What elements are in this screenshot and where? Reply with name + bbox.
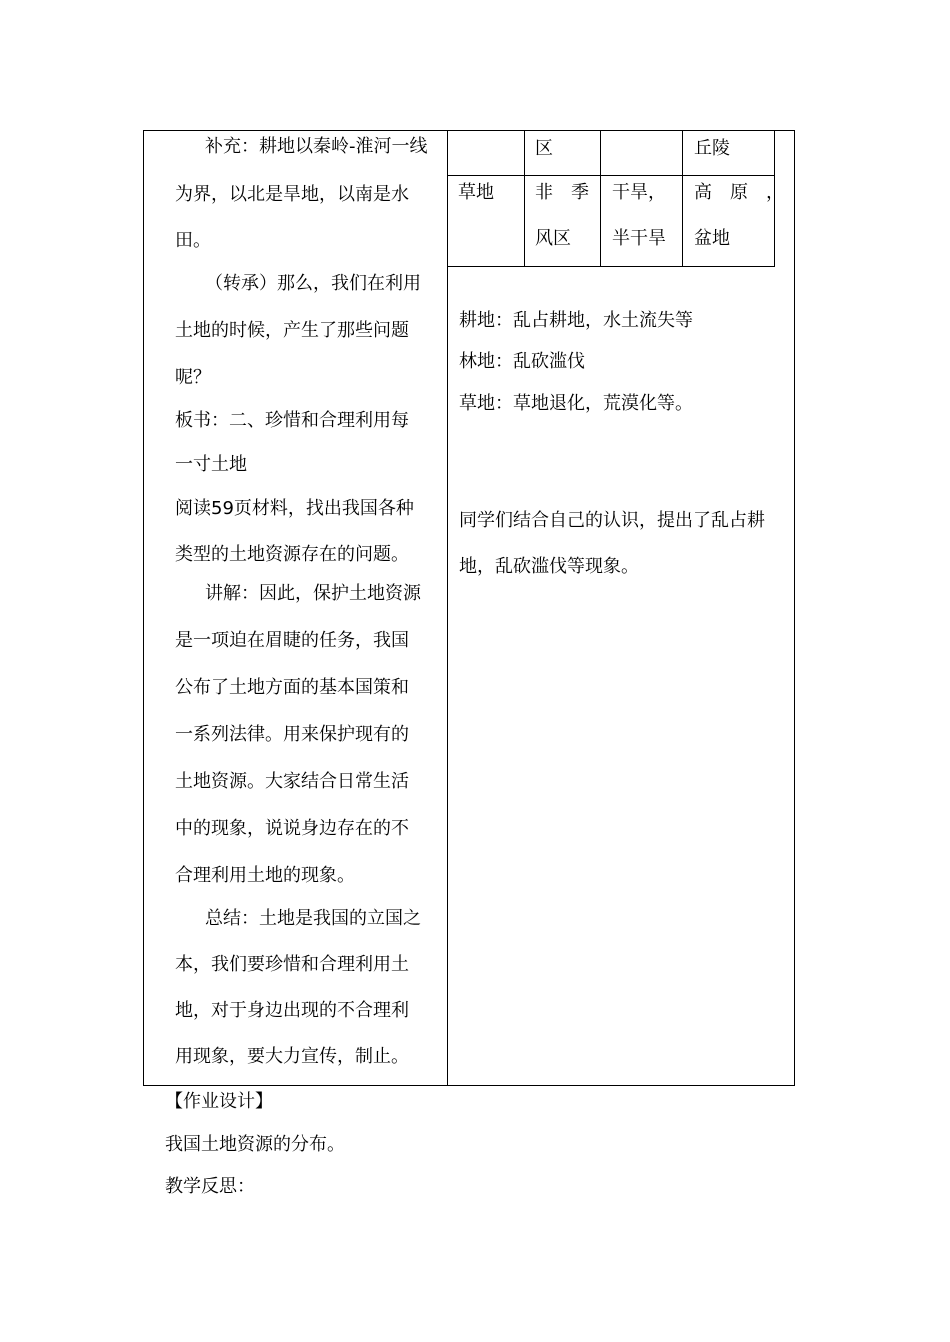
lesson-table — [143, 130, 795, 1086]
board-heading: 板书：二、珍惜和合理利用每 — [175, 410, 409, 431]
table-cell: 半干旱 — [612, 228, 666, 249]
text-line: 呢？ — [175, 367, 211, 388]
board-heading: 一寸土地 — [175, 454, 247, 475]
text-line: 补充：耕地以秦岭-淮河一线 — [205, 136, 428, 157]
problem-line: 草地：草地退化，荒漠化等。 — [459, 393, 693, 414]
problem-line: 耕地：乱占耕地，水土流失等 — [459, 310, 693, 331]
text-line: 地，对于身边出现的不合理利 — [175, 1000, 409, 1021]
homework-content: 我国土地资源的分布。 — [165, 1134, 345, 1155]
table-col-line — [600, 131, 601, 266]
column-divider — [447, 131, 448, 1085]
table-cell: 盆地 — [694, 228, 730, 249]
table-cell: 风区 — [535, 228, 571, 249]
text-line: （转承）那么，我们在利用 — [205, 273, 421, 294]
text-line: 合理利用土地的现象。 — [175, 865, 355, 886]
response-line: 地，乱砍滥伐等现象。 — [459, 556, 639, 577]
text-line: 公布了土地方面的基本国策和 — [175, 677, 409, 698]
text-line: 总结：土地是我国的立国之 — [205, 908, 421, 929]
text-line: 一系列法律。用来保护现有的 — [175, 724, 409, 745]
table-cell: 区 — [535, 138, 553, 159]
text-line: 阅读59页材料，找出我国各种 — [175, 498, 414, 519]
land-type-table — [448, 131, 784, 267]
homework-heading: 【作业设计】 — [165, 1091, 273, 1112]
table-col-line — [682, 131, 683, 266]
table-col-line — [524, 131, 525, 266]
reflection-label: 教学反思： — [165, 1176, 255, 1197]
text-line: 用现象，要大力宣传，制止。 — [175, 1046, 409, 1067]
text-line: 土地资源。大家结合日常生活 — [175, 771, 409, 792]
text-line: 是一项迫在眉睫的任务，我国 — [175, 630, 409, 651]
problem-line: 林地：乱砍滥伐 — [459, 351, 585, 372]
text-line: 本，我们要珍惜和合理利用土 — [175, 954, 409, 975]
table-cell-land-type: 草地 — [458, 182, 494, 203]
table-cell: 高 原 ， — [694, 182, 784, 203]
text-line: 类型的土地资源存在的问题。 — [175, 544, 409, 565]
text-line: 土地的时候，产生了那些问题 — [175, 320, 409, 341]
table-row-line — [448, 175, 774, 176]
table-cell: 非 季 — [535, 182, 589, 203]
text-line: 田。 — [175, 230, 211, 251]
response-line: 同学们结合自己的认识，提出了乱占耕 — [459, 510, 765, 531]
text-line: 中的现象，说说身边存在的不 — [175, 818, 409, 839]
text-line: 为界，以北是旱地，以南是水 — [175, 184, 409, 205]
table-cell: 干旱， — [612, 182, 666, 203]
table-cell: 丘陵 — [694, 138, 730, 159]
text-line: 讲解：因此，保护土地资源 — [205, 583, 421, 604]
